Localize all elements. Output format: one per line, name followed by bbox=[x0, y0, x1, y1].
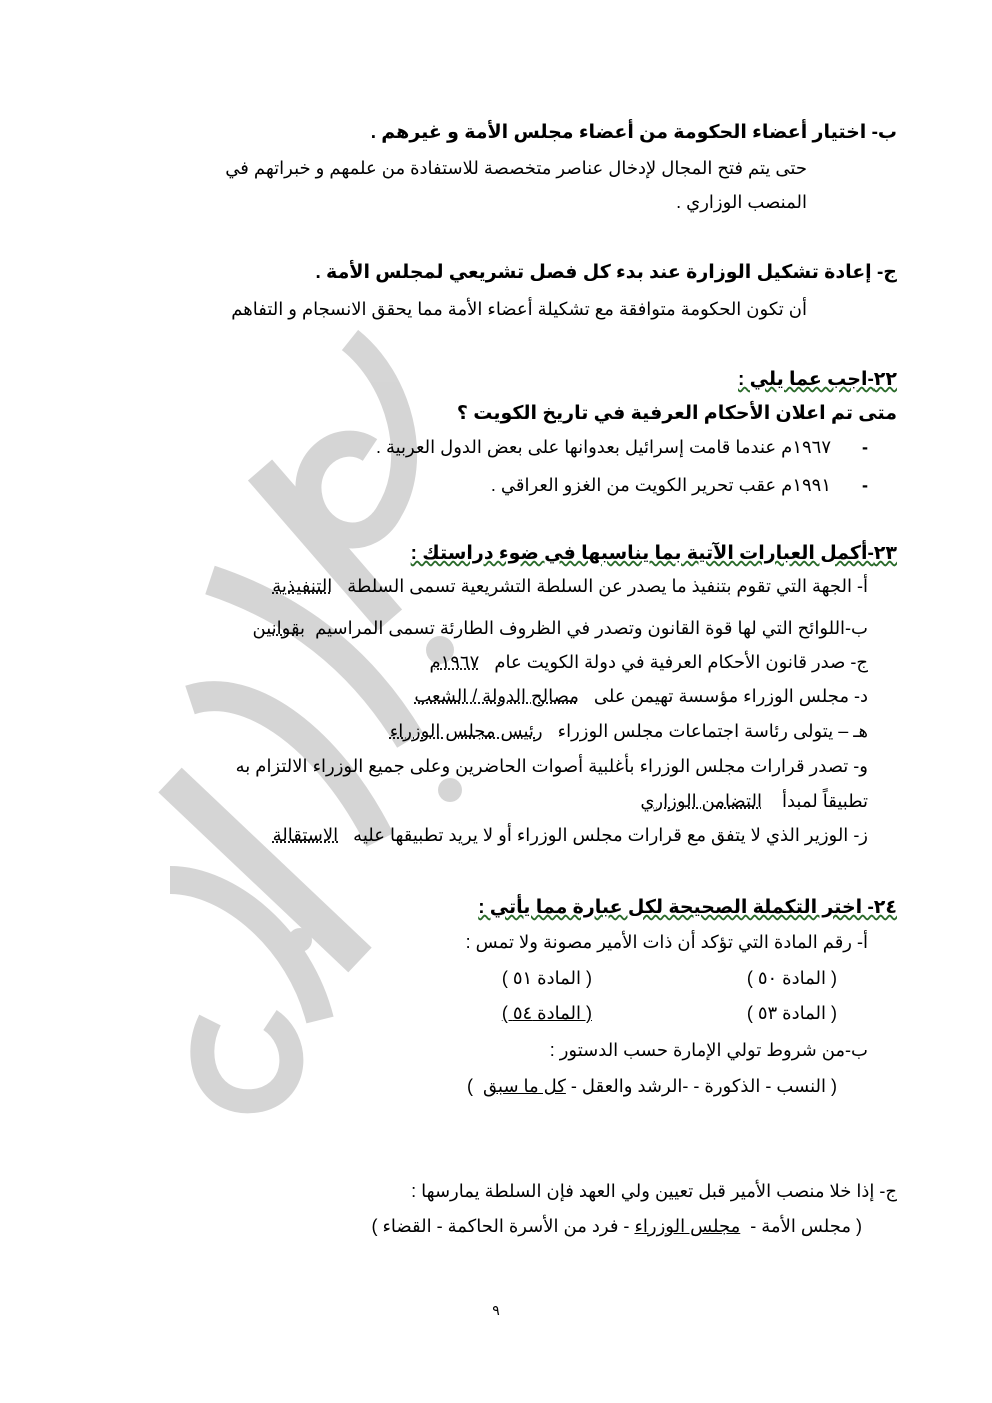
q24-a-option-2: ( المادة ٥١ ) bbox=[501, 968, 592, 988]
q24-a-question: أ- رقم المادة التي تؤكد أن ذات الأمير مصونة ولا تمس : bbox=[465, 932, 868, 952]
q24-c-question: ج- إذا خلا منصب الأمير قبل تعيين ولي العهد فإن السلطة يمارسها : bbox=[411, 1181, 897, 1201]
q24-c-options: ( مجلس الأمة - مجلس الوزراء - فرد من الأسرة الحاكمة - القضاء ) bbox=[371, 1216, 862, 1236]
q24-b-options: ( النسب - الذكورة - -الرشد والعقل - كل ما سبق ) bbox=[467, 1076, 837, 1096]
q23-item-z: ز- الوزير الذي لا يتفق مع قرارات مجلس الوزراء أو لا يريد تطبيقها عليه الاستقالة bbox=[272, 825, 868, 845]
q23-item-a: أ- الجهة التي تقوم بتنفيذ ما يصدر عن السلطة التشريعية تسمى السلطة التنفيذية bbox=[272, 576, 868, 596]
q22-title: ٢٢-اجب عما يلي : bbox=[738, 369, 897, 390]
q24-b-question: ب-من شروط تولي الإمارة حسب الدستور : bbox=[549, 1040, 868, 1060]
q23-item-h: هـ – يتولى رئاسة اجتماعات مجلس الوزراء رئيس مجلس الوزراء bbox=[389, 721, 868, 741]
section-j-line1: أن تكون الحكومة متوافقة مع تشكيلة أعضاء الأمة مما يحقق الانسجام و التفاهم bbox=[231, 299, 807, 319]
section-b-heading: ب- اختيار أعضاء الحكومة من أعضاء مجلس الأمة و غيرهم . bbox=[370, 122, 897, 143]
q22-answer-1: - ١٩٦٧م عندما قامت إسرائيل بعدوانها على بعض الدول العربية . bbox=[375, 437, 868, 457]
q22-question: متى تم اعلان الأحكام العرفية في تاريخ الكويت ؟ bbox=[456, 403, 897, 424]
q23-item-b: ب-اللوائح التي لها قوة القانون وتصدر في الظروف الطارئة تسمى المراسيم بقوانين bbox=[252, 618, 868, 638]
q23-item-d: د- مجلس الوزراء مؤسسة تهيمن على مصالح الدولة / الشعب bbox=[414, 686, 868, 706]
section-b-line2: المنصب الوزاري . bbox=[676, 192, 807, 212]
q23-item-w-line1: و- تصدر قرارات مجلس الوزراء بأغلبية أصوات الحاضرين وعلى جميع الوزراء الالتزام به bbox=[235, 756, 868, 776]
section-j-heading: ج- إعادة تشكيل الوزارة عند بدء كل فصل تشريعي لمجلس الأمة . bbox=[315, 262, 897, 283]
q23-title: ٢٣-أكمل العبارات الآتية بما يناسبها في ضوء دراستك : bbox=[410, 543, 897, 564]
section-b-line1: حتى يتم فتح المجال لإدخال عناصر متخصصة للاستفادة من علمهم و خبراتهم في bbox=[225, 158, 807, 178]
q23-item-c: ج- صدر قانون الأحكام العرفية في دولة الكويت عام ١٩٦٧م bbox=[429, 652, 868, 672]
q24-a-option-4: ( المادة ٥٤ ) bbox=[501, 1003, 592, 1023]
q24-a-option-1: ( المادة ٥٠ ) bbox=[746, 968, 837, 988]
q24-title: ٢٤- اختر التكملة الصحيحة لكل عبارة مما يأتي : bbox=[478, 897, 897, 918]
page-number: ٩ bbox=[492, 1302, 500, 1318]
q22-answer-2: - ١٩٩١م عقب تحرير الكويت من الغزو العراقي . bbox=[490, 475, 868, 495]
q23-item-w-line2: تطبيقاً لمبدأ التضامن الوزاري bbox=[640, 791, 868, 811]
q24-a-option-3: ( المادة ٥٣ ) bbox=[746, 1003, 837, 1023]
